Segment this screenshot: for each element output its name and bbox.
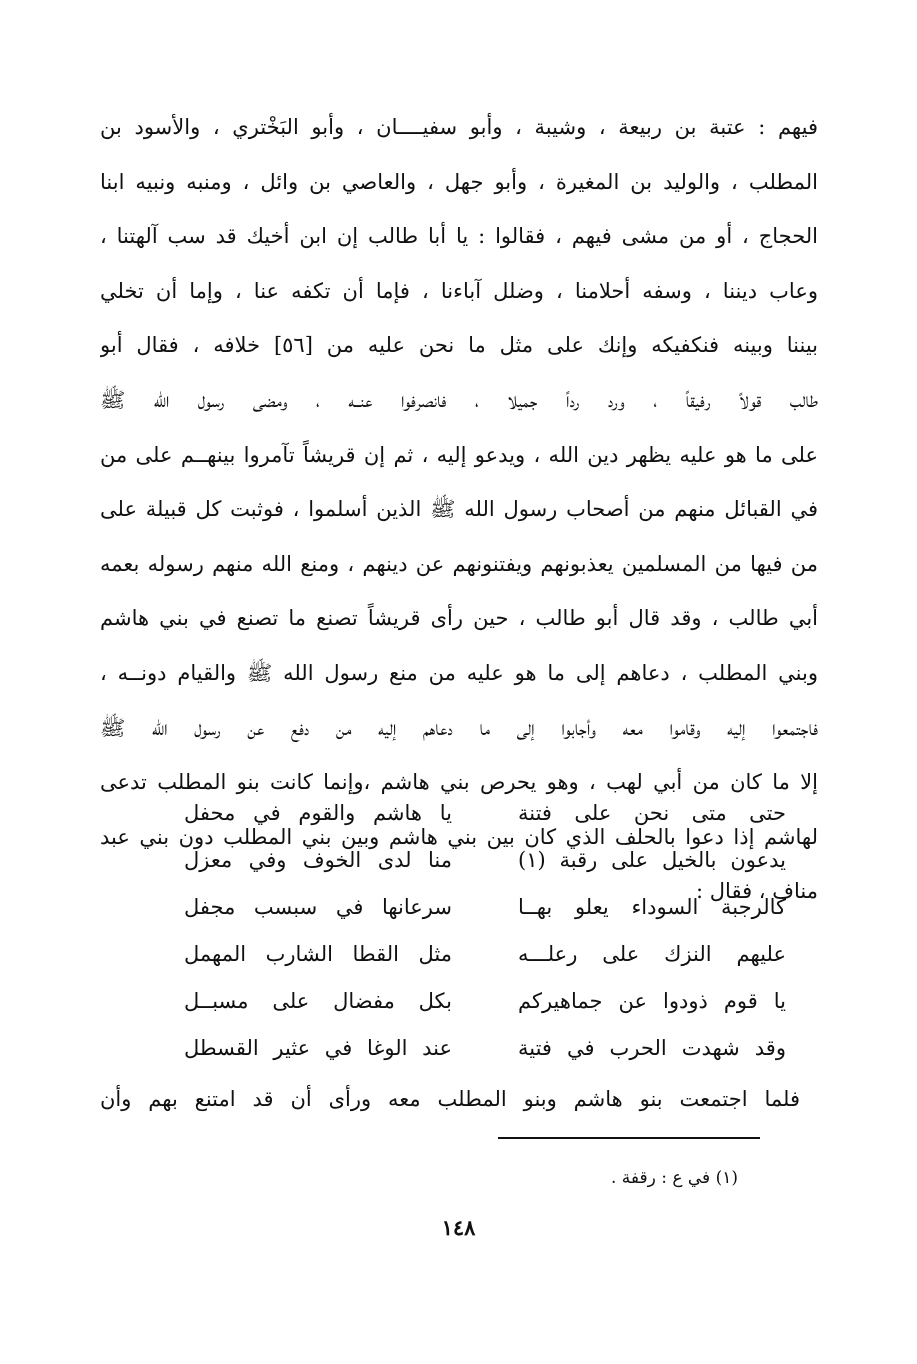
prose-line: على ما هو عليه يظهر دين الله ، ويدعو إليه ، ثم إن قريشاً تآمروا بينهــم على من (100, 442, 818, 467)
poem-verse (100, 884, 818, 931)
prose-line: وعاب ديننا ، وسفه أحلامنا ، وضلل آباءنا ، فإما أن تكفه عنا ، وإما أن تخلي (100, 278, 818, 303)
verse-second-hemistich: منا لدى الخوف وفي معزل (184, 848, 452, 872)
verse-second-hemistich: مثل القطا الشارب المهمل (184, 942, 452, 966)
poem-verse (100, 931, 818, 978)
prose-line: بيننا وبينه فنكفيكه وإنك على مثل ما نحن عليه من [٥٦] خلافه ، فقال أبو (100, 333, 818, 358)
footnote: (١) في ع : رقفة . (610, 1168, 738, 1188)
verse-second-hemistich: بكل مفضال على مسبــل (184, 989, 452, 1013)
verse-first-hemistich: يدعون بالخيل على رقبة (١) (518, 848, 786, 872)
prose-line: من فيها من المسلمين يعذبونهم ويفتنونهم عن دينهم ، ومنع الله منهم رسوله بعمه (100, 551, 818, 576)
prose-line: فاجتمعوا إليه وقاموا معه وأجابوا إلى ما دعاهم إليه من دفع عن رسول الله ﷺ (100, 715, 818, 740)
prose-line: الحجاج ، أو من مشى فيهم ، فقالوا : يا أبا طالب إن ابن أخيك قد سب آلهتنا ، (100, 224, 818, 249)
verse-second-hemistich: عند الوغا في عثير القسطل (184, 1036, 452, 1060)
poem-block (100, 790, 818, 1072)
verse-first-hemistich: حتى متى نحن على فتنة (518, 801, 786, 825)
poem-verse (100, 1025, 818, 1072)
poem-verse (100, 978, 818, 1025)
verse-first-hemistich: وقد شهدت الحرب في فتية (518, 1036, 786, 1060)
prose-line: لهاشم إذا دعوا بالحلف الذي كان بين بني هاشم وبين بني المطلب دون بني عبد (100, 824, 818, 849)
footnote-divider (498, 1137, 760, 1139)
prose-line: أبي طالب ، وقد قال أبو طالب ، حين رأى قريشاً تصنع ما تصنع في بني هاشم (100, 606, 818, 631)
page-number: ١٤٨ (441, 1215, 476, 1240)
prose-line: فيهم : عتبة بن ربيعة ، وشيبة ، وأبو سفيــــان ، وأبو البَخْتري ، والأسود بن (100, 115, 818, 139)
poem-verse (100, 837, 818, 884)
verse-first-hemistich: كالرجبة السوداء يعلو بهــا (518, 895, 786, 919)
prose-line: طالب قولاً رفيقاً ، ورد رداً جميلا ، فانصرفوا عنــه ، ومضى رسول الله ﷺ (100, 387, 818, 412)
prose-line: المطلب ، والوليد بن المغيرة ، وأبو جهل ، والعاصي بن وائل ، ومنبه ونبيه ابنا (100, 169, 818, 194)
prose-line: مناف ، فقال : (696, 879, 818, 904)
verse-first-hemistich: عليهم النزك على رعلـــه (518, 942, 786, 966)
closing-prose-line: فلما اجتمعت بنو هاشم وبنو المطلب معه ورأى أن قد امتنع بهم وأن (100, 1087, 800, 1111)
verse-second-hemistich: يا هاشم والقوم في محفل (184, 801, 452, 825)
verse-first-hemistich: يا قوم ذودوا عن جماهيركم (518, 989, 786, 1013)
prose-line: في القبائل منهم من أصحاب رسول الله ﷺ الذين أسلموا ، فوثبت كل قبيلة على (100, 497, 818, 522)
prose-line: وبني المطلب ، دعاهم إلى ما هو عليه من منع رسول الله ﷺ والقيام دونــه ، (100, 660, 818, 685)
poem-verse (100, 790, 818, 837)
verse-second-hemistich: سرعانها في سبسب مجفل (184, 895, 452, 919)
prose-line: إلا ما كان من أبي لهب ، وهو يحرص بني هاشم ،وإنما كانت بنو المطلب تدعى (100, 770, 818, 795)
